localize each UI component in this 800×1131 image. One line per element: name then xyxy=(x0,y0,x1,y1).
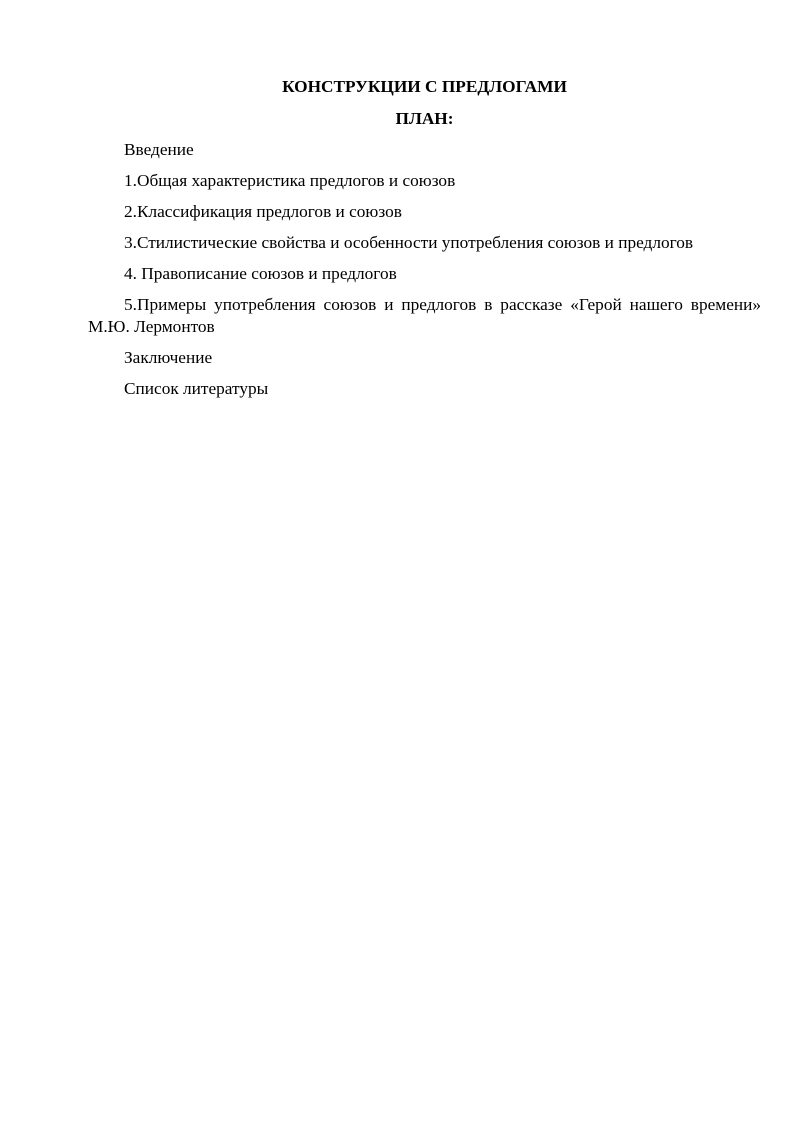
plan-item-3: 3.Стилистические свойства и особенности употребления союзов и предлогов xyxy=(124,233,694,252)
plan-item-4: 4. Правописание союзов и предлогов xyxy=(124,264,397,283)
plan-item-bibliography: Список литературы xyxy=(124,379,269,398)
document-content xyxy=(88,76,761,400)
document-title: КОНСТРУКЦИИ С ПРЕДЛОГАМИ xyxy=(282,77,567,96)
plan-item-conclusion: Заключение xyxy=(124,348,213,367)
plan-item-1: 1.Общая характеристика предлогов и союзов xyxy=(124,171,456,190)
plan-item-2: 2.Классификация предлогов и союзов xyxy=(124,202,402,221)
plan-heading: ПЛАН: xyxy=(395,109,454,128)
plan-item-introduction: Введение xyxy=(124,140,194,159)
plan-item-5: 5.Примеры употребления союзов и предлогов в рассказе «Герой нашего времени» М.Ю. Лермонтов xyxy=(88,295,761,336)
